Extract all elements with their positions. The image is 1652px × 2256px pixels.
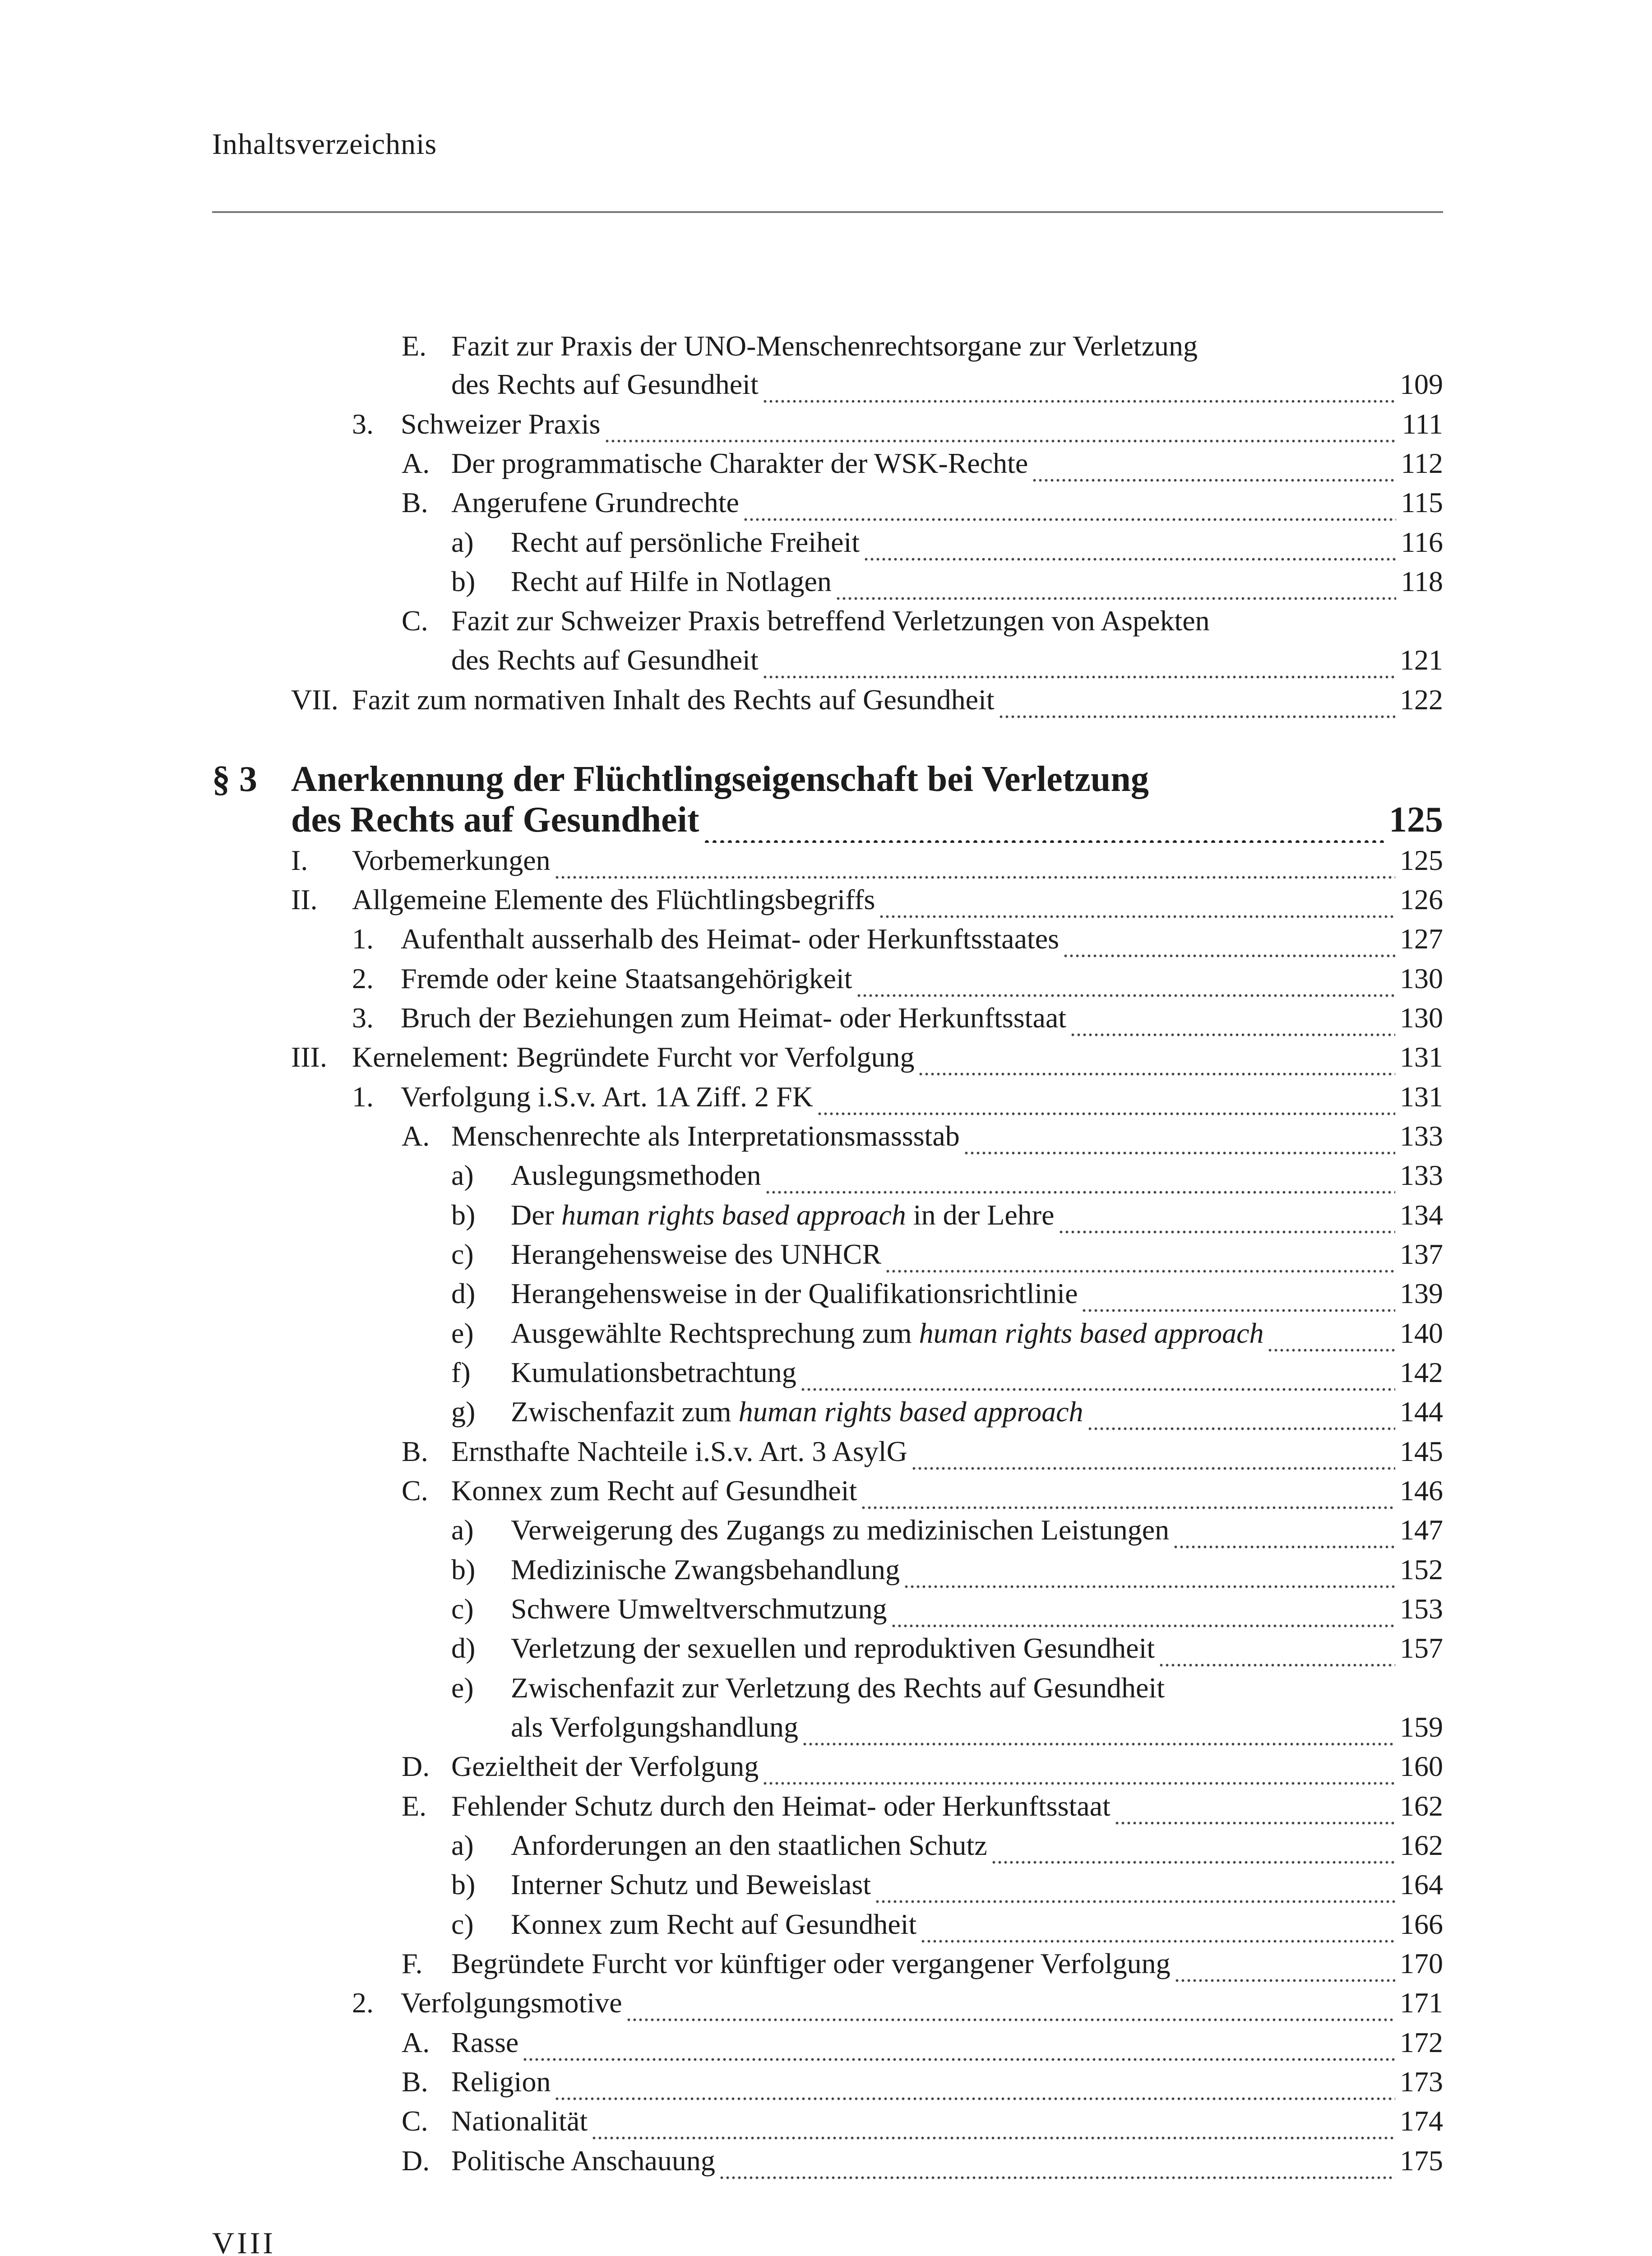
toc-entry-page: 172 [1400, 2026, 1443, 2058]
dot-leader [765, 1164, 1395, 1196]
toc-entry-title: Auslegungsmethoden [511, 1159, 761, 1191]
toc-entry-number: 1. [352, 923, 374, 955]
toc-entry-page: 112 [1401, 447, 1443, 479]
dot-leader [604, 413, 1397, 444]
dot-leader [920, 1913, 1395, 1945]
toc-entry-title: Vorbemerkungen [352, 844, 551, 876]
toc-entry-number: B. [402, 486, 428, 518]
dot-leader [703, 811, 1384, 843]
toc-entry-number: d) [451, 1632, 476, 1664]
toc-entry [291, 683, 1443, 720]
toc-entry-number: D. [402, 1750, 430, 1782]
toc-entry-number: C. [402, 605, 428, 637]
toc-entry-number: c) [451, 1908, 474, 1940]
toc-entry-number: III. [291, 1041, 327, 1073]
toc-entry [402, 604, 1443, 641]
toc-entry-number: B. [402, 1435, 428, 1467]
toc-entry-page: 127 [1400, 923, 1443, 955]
toc-entry-page: 131 [1400, 1081, 1443, 1113]
toc-entry [402, 486, 1443, 523]
toc-entry-number: A. [402, 1120, 430, 1152]
toc-entry [402, 1789, 1443, 1826]
toc-entry-title: Zwischenfazit zur Verletzung des Rechts auf Gesundheit [511, 1672, 1165, 1704]
toc-entry [451, 1829, 1443, 1866]
toc-entry-number: F. [402, 1947, 423, 1979]
toc-entry [451, 1277, 1443, 1314]
dot-leader [1070, 1007, 1395, 1038]
toc-entry-page: 153 [1400, 1593, 1443, 1625]
toc-entry-number: f) [451, 1356, 471, 1388]
toc-entry [212, 759, 1443, 802]
toc-entry-title: Fremde oder keine Staatsangehörigkeit [401, 962, 852, 994]
toc-entry-page: 160 [1400, 1750, 1443, 1782]
toc-entry-page: 118 [1401, 565, 1443, 597]
toc-entry [451, 1198, 1443, 1235]
toc-entry-title: Allgemeine Elemente des Flüchtlingsbegriffs [352, 883, 875, 915]
toc-entry [352, 962, 1443, 999]
toc-entry [451, 1671, 1443, 1708]
dot-leader [861, 1479, 1395, 1511]
toc-entry [451, 565, 1443, 602]
toc-entry-page: 126 [1400, 883, 1443, 915]
dot-leader [1063, 928, 1395, 959]
toc-entry-page: 130 [1400, 962, 1443, 994]
dot-leader [903, 1558, 1395, 1590]
toc-entry-number: VII. [291, 684, 338, 716]
toc-entry-title: des Rechts auf Gesundheit [451, 644, 759, 676]
toc-entry-title: Fehlender Schutz durch den Heimat- oder Herkunftsstaat [451, 1790, 1111, 1822]
dot-leader [998, 689, 1395, 720]
toc-entry-title: Anerkennung der Flüchtlingseigenschaft bei Verletzung [291, 759, 1149, 799]
toc-entry-page: 159 [1400, 1711, 1443, 1743]
toc-entry-number: B. [402, 2066, 428, 2098]
toc-entry-number: e) [451, 1317, 474, 1349]
toc-entry-title: Fazit zur Praxis der UNO-Menschenrechtsorgane zur Verletzung [451, 330, 1198, 362]
dot-leader [554, 2071, 1395, 2102]
toc-entry-title: Angerufene Grundrechte [451, 486, 739, 518]
toc-entry [451, 1908, 1443, 1945]
dot-leader [1158, 1637, 1395, 1669]
toc-entry-title: Recht auf Hilfe in Notlagen [511, 565, 832, 597]
toc-entry-number: II. [291, 883, 318, 915]
dot-leader [1267, 1322, 1395, 1354]
toc-entry-number: 2. [352, 1987, 374, 2019]
toc-entry-number: e) [451, 1672, 474, 1704]
toc-entry-title [511, 1198, 1055, 1232]
dot-leader [1087, 1401, 1395, 1432]
toc-entry-title: Der programmatische Charakter der WSK-Rechte [451, 447, 1028, 479]
toc-entry-page: 157 [1400, 1632, 1443, 1664]
toc-entry-title-part: in der Lehre [906, 1199, 1055, 1231]
toc-entry-title: Verletzung der sexuellen und reproduktiven Gesundheit [511, 1632, 1155, 1664]
toc-entry-page: 173 [1400, 2066, 1443, 2098]
toc-entry [402, 447, 1443, 484]
toc-entry-title-emphasis: human rights based approach [919, 1317, 1264, 1349]
dot-leader [891, 1598, 1395, 1629]
toc-entry-number: b) [451, 1199, 476, 1231]
toc-entry-title: als Verfolgungshandlung [511, 1711, 798, 1743]
toc-entry-page: 133 [1400, 1120, 1443, 1152]
toc-entry [451, 1395, 1443, 1432]
dot-leader [835, 570, 1397, 602]
toc-entry-page: 139 [1400, 1277, 1443, 1309]
toc-entry-title: Konnex zum Recht auf Gesundheit [451, 1475, 857, 1507]
toc-entry [402, 2144, 1443, 2181]
toc-entry [451, 368, 1443, 405]
dot-leader [885, 1243, 1395, 1275]
dot-leader [963, 1125, 1395, 1156]
toc-entry-page: 137 [1400, 1238, 1443, 1270]
toc-entry-number: 3. [352, 408, 374, 440]
toc-entry-title-part: Ausgewählte Rechtsprechung zum [511, 1317, 919, 1349]
toc-entry [402, 329, 1443, 366]
toc-entry-page: 162 [1400, 1829, 1443, 1861]
dot-leader [863, 531, 1396, 563]
toc-entry-title: Fazit zur Schweizer Praxis betreffend Verletzungen von Aspekten [451, 605, 1210, 637]
toc-entry-number: a) [451, 1829, 474, 1861]
toc-entry-title-emphasis: human rights based approach [738, 1396, 1083, 1428]
toc-entry-page: 145 [1400, 1435, 1443, 1467]
toc-entry-title: Fazit zum normativen Inhalt des Rechts auf Gesundheit [352, 684, 995, 716]
toc-entry [451, 526, 1443, 563]
dot-leader [719, 2150, 1395, 2181]
toc-entry-title: Konnex zum Recht auf Gesundheit [511, 1908, 917, 1940]
toc-entry [291, 883, 1443, 920]
toc-entry-title: Kernelement: Begründete Furcht vor Verfolgung [352, 1041, 915, 1073]
toc-entry-title: Ernsthafte Nachteile i.S.v. Art. 3 AsylG [451, 1435, 907, 1467]
dot-leader [918, 1046, 1395, 1077]
dot-leader [875, 1873, 1395, 1905]
dot-leader [1081, 1282, 1395, 1314]
dot-leader [1032, 452, 1396, 484]
toc-entry-title-part: Zwischenfazit zum [511, 1396, 739, 1428]
dot-leader [522, 2031, 1395, 2063]
toc-entry-title: Schweizer Praxis [401, 408, 601, 440]
toc-entry-page: 144 [1400, 1396, 1443, 1428]
toc-entry [352, 1986, 1443, 2023]
toc-entry-title: Nationalität [451, 2105, 588, 2137]
toc-entry-number: E. [402, 1790, 427, 1822]
toc-entry-title-emphasis: human rights based approach [561, 1199, 906, 1231]
toc-entry-page: 109 [1400, 368, 1443, 400]
toc-entry-page: 146 [1400, 1475, 1443, 1507]
dot-leader [743, 491, 1396, 523]
toc-entry [291, 800, 1443, 843]
toc-entry-number: A. [402, 447, 430, 479]
toc-entry [451, 1356, 1443, 1393]
toc-entry-title: Menschenrechte als Interpretationsmassstab [451, 1120, 960, 1152]
dot-leader [591, 2110, 1395, 2141]
toc-entry-page: 174 [1400, 2105, 1443, 2137]
toc-entry-title: Rasse [451, 2026, 519, 2058]
toc-entry-number: I. [291, 844, 308, 876]
toc-entry-title: des Rechts auf Gesundheit [451, 368, 759, 400]
toc-entry-page: 131 [1400, 1041, 1443, 1073]
toc-entry [451, 1868, 1443, 1905]
toc-entry-page: 121 [1400, 644, 1443, 676]
toc-entry [451, 1632, 1443, 1669]
dot-leader [817, 1086, 1395, 1117]
toc-entry [402, 1474, 1443, 1511]
toc-entry-page: 111 [1402, 408, 1443, 440]
dot-leader [762, 373, 1395, 405]
toc-entry [402, 1435, 1443, 1472]
toc-entry-number: § 3 [212, 759, 257, 799]
dot-leader [1058, 1204, 1396, 1235]
toc-entry [511, 1710, 1443, 1747]
dot-leader [802, 1716, 1395, 1747]
toc-entry [402, 2104, 1443, 2141]
toc-entry-page: 166 [1400, 1908, 1443, 1940]
toc-entry-title: Bruch der Beziehungen zum Heimat- oder Herkunftsstaat [401, 1002, 1067, 1034]
dot-leader [911, 1440, 1395, 1472]
toc-entry-title: Herangehensweise des UNHCR [511, 1238, 882, 1270]
toc-entry-page: 134 [1400, 1199, 1443, 1231]
dot-leader [762, 1755, 1395, 1787]
dot-leader [991, 1834, 1395, 1866]
toc-entry-title: Aufenthalt ausserhalb des Heimat- oder Herkunftsstaates [401, 923, 1060, 955]
toc-entry-number: A. [402, 2026, 430, 2058]
toc-entry-number: a) [451, 1514, 474, 1546]
toc-entry-title: Politische Anschauung [451, 2145, 715, 2177]
toc-entry-page: 164 [1400, 1868, 1443, 1900]
dot-leader [879, 888, 1395, 920]
toc-entry [291, 1040, 1443, 1077]
toc-entry-page: 133 [1400, 1159, 1443, 1191]
toc-entry-number: 1. [352, 1081, 374, 1113]
toc-entry-title: Verfolgungsmotive [401, 1987, 622, 2019]
toc-entry-page: 170 [1400, 1947, 1443, 1979]
dot-leader [800, 1361, 1395, 1393]
toc-entry-page: 122 [1400, 684, 1443, 716]
toc-entry-number: a) [451, 1159, 474, 1191]
toc-entry [352, 922, 1443, 959]
toc-entry [451, 1159, 1443, 1196]
toc-entry-number: c) [451, 1238, 474, 1270]
toc-entry-number: b) [451, 1553, 476, 1586]
toc-entry-title: des Rechts auf Gesundheit [291, 800, 699, 840]
toc-entry-number: 2. [352, 962, 374, 994]
toc-entry-page: 162 [1400, 1790, 1443, 1822]
toc-entry-title: Schwere Umweltverschmutzung [511, 1593, 887, 1625]
toc-entry-number: g) [451, 1396, 476, 1428]
running-header: Inhaltsverzeichnis [212, 128, 437, 161]
dot-leader [856, 967, 1395, 999]
dot-leader [626, 1992, 1395, 2023]
toc-entry-number: b) [451, 565, 476, 597]
toc-entry [402, 2065, 1443, 2102]
toc-entry-number: c) [451, 1593, 474, 1625]
toc-entry-number: a) [451, 526, 474, 558]
toc-entry-title: Anforderungen an den staatlichen Schutz [511, 1829, 987, 1861]
toc-entry-page: 130 [1400, 1002, 1443, 1034]
toc-entry-title: Medizinische Zwangsbehandlung [511, 1553, 900, 1586]
toc-entry-title: Interner Schutz und Beweislast [511, 1868, 871, 1900]
dot-leader [1114, 1795, 1395, 1826]
page-number: VIII [212, 2226, 276, 2256]
toc-entry-page: 152 [1400, 1553, 1443, 1586]
toc-entry [291, 844, 1443, 881]
toc-entry [451, 643, 1443, 680]
toc-entry-page: 125 [1389, 800, 1443, 840]
toc-entry-title: Herangehensweise in der Qualifikationsrichtlinie [511, 1277, 1078, 1309]
toc-entry-number: E. [402, 330, 427, 362]
toc-entry-title [511, 1317, 1263, 1350]
toc-entry [402, 1119, 1443, 1156]
toc-entry-page: 125 [1400, 844, 1443, 876]
toc-entry-title: Gezieltheit der Verfolgung [451, 1750, 759, 1782]
toc-entry-title [511, 1395, 1083, 1428]
toc-entry-page: 142 [1400, 1356, 1443, 1388]
toc-entry-title-part: Der [511, 1199, 561, 1231]
toc-entry-number: D. [402, 2145, 430, 2177]
toc-entry-page: 171 [1400, 1987, 1443, 2019]
toc-entry [402, 1750, 1443, 1787]
toc-entry-title: Verweigerung des Zugangs zu medizinischen Leistungen [511, 1514, 1170, 1546]
dot-leader [1173, 1519, 1395, 1550]
toc-entry [451, 1513, 1443, 1550]
toc-entry [451, 1553, 1443, 1590]
toc-entry-number: b) [451, 1868, 476, 1900]
toc-entry-title: Religion [451, 2066, 551, 2098]
toc-entry-page: 175 [1400, 2145, 1443, 2177]
toc-entry-page: 147 [1400, 1514, 1443, 1546]
toc-entry-title: Recht auf persönliche Freiheit [511, 526, 860, 558]
toc-entry [402, 2026, 1443, 2063]
toc-entry-number: 3. [352, 1002, 374, 1034]
toc-entry [352, 1001, 1443, 1038]
toc-entry-number: C. [402, 1475, 428, 1507]
dot-leader [1174, 1952, 1395, 1984]
toc-entry-page: 140 [1400, 1317, 1443, 1349]
toc-entry-page: 115 [1401, 486, 1443, 518]
toc-entry [451, 1592, 1443, 1629]
toc-entry [402, 1947, 1443, 1984]
toc-entry-title: Begründete Furcht vor künftiger oder vergangener Verfolgung [451, 1947, 1171, 1979]
toc-entry-title: Verfolgung i.S.v. Art. 1A Ziff. 2 FK [401, 1081, 813, 1113]
dot-leader [554, 849, 1395, 881]
toc-entry-page: 116 [1401, 526, 1443, 558]
header-rule [212, 211, 1443, 213]
toc-entry-number: d) [451, 1277, 476, 1309]
toc-entry [352, 407, 1443, 444]
toc-entry [352, 1080, 1443, 1117]
toc-entry-number: C. [402, 2105, 428, 2137]
toc-entry [451, 1317, 1443, 1354]
toc-entry [451, 1238, 1443, 1275]
toc-entry-title: Kumulationsbetrachtung [511, 1356, 796, 1388]
dot-leader [762, 649, 1395, 680]
